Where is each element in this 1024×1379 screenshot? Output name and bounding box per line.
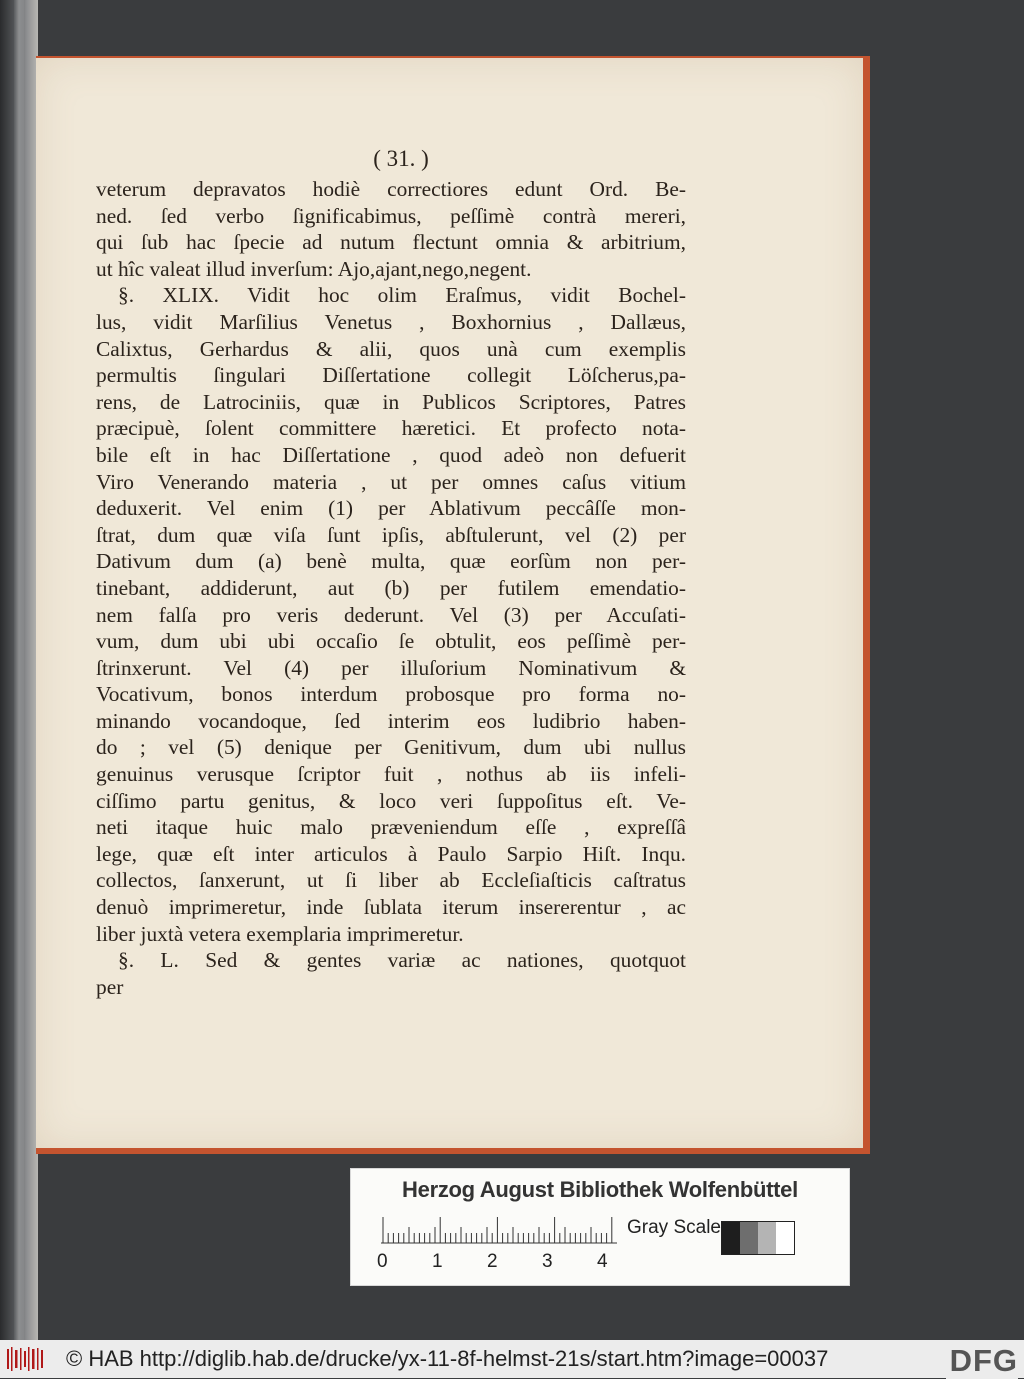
text-line: Dativum dum (a) benè multa, quæ eorſùm non per- xyxy=(96,549,686,574)
barcode-icon xyxy=(6,1346,46,1372)
ruler-label: 2 xyxy=(487,1251,498,1272)
text-line: bile eſt in hac Diſſertatione , quod adeò non defuerit xyxy=(96,442,686,467)
ruler xyxy=(381,1215,617,1245)
dfg-logo: DFG xyxy=(946,1343,1018,1379)
gray-swatch xyxy=(722,1222,740,1254)
page-text xyxy=(96,146,686,1000)
text-line: do ; vel (5) denique per Genitivum, dum ubi nullus xyxy=(96,735,686,760)
ruler-label: 3 xyxy=(542,1251,553,1272)
text-line: vum, dum ubi ubi occaſio ſe obtulit, eos peſſimè per- xyxy=(96,629,686,654)
text-line: denuò imprimeretur, inde ſublata iterum insererentur , ac xyxy=(96,895,686,920)
book-spine-edge xyxy=(0,0,38,1340)
text-line: ned. ſed verbo ſignificabimus, peſſimè contrà mereri, xyxy=(96,203,686,228)
text-line: ut hîc valeat illud inverſum: Ajo,ajant,nego,negent. xyxy=(96,256,532,281)
ruler-label: 1 xyxy=(432,1251,443,1272)
text-line: præcipuè, ſolent committere hæretici. Et profecto nota- xyxy=(96,416,686,441)
text-line: rens, de Latrociniis, quæ in Publicos Scriptores, Patres xyxy=(96,389,686,414)
text-line: ciſſimo partu genitus, & loco veri ſuppoſitus eſt. Ve- xyxy=(96,788,686,813)
source-url[interactable]: © HAB http://diglib.hab.de/drucke/yx-11-8f-helmst-21s/start.htm?image=00037 xyxy=(66,1346,829,1371)
text-line: neti itaque huic malo præveniendum eſſe , expreſſâ xyxy=(96,815,686,840)
text-line: lus, vidit Marſilius Venetus , Boxhornius , Dallæus, xyxy=(96,309,686,334)
gray-swatch xyxy=(776,1222,794,1254)
text-line: lege, quæ eſt inter articulos à Paulo Sarpio Hiſt. Inqu. xyxy=(96,841,686,866)
text-line: genuinus verusque ſcriptor fuit , nothus ab iis infeli- xyxy=(96,762,686,787)
text-line: §. L. Sed & gentes variæ ac nationes, quotquot xyxy=(118,948,686,973)
catchword: per xyxy=(96,974,124,999)
text-line: Vocativum, bonos interdum probosque pro forma no- xyxy=(96,682,686,707)
ruler-label: 4 xyxy=(597,1251,608,1272)
gray-swatch xyxy=(758,1222,776,1254)
ruler-label: 0 xyxy=(377,1251,388,1272)
text-line: liber juxtà vetera exemplaria imprimeretur. xyxy=(96,921,464,946)
gray-swatch xyxy=(740,1222,758,1254)
footer-banner xyxy=(0,1340,1024,1378)
gray-scale-swatches xyxy=(721,1221,795,1255)
text-line: minando vocandoque, ſed interim eos ludibrio haben- xyxy=(96,708,686,733)
text-line: Calixtus, Gerhardus & alii, quos unà cum exemplis xyxy=(96,336,686,361)
text-line: deduxerit. Vel enim (1) per Ablativum peccâſſe mon- xyxy=(96,496,686,521)
library-name: Herzog August Bibliothek Wolfenbüttel xyxy=(402,1177,798,1202)
text-line: ſtrat, dum quæ viſa ſunt ipſis, abſtulerunt, vel (2) per xyxy=(96,522,686,547)
text-line: Viro Venerando materia , ut per omnes caſus vitium xyxy=(96,469,686,494)
running-head: ( 31. ) xyxy=(373,146,429,171)
text-line: §. XLIX. Vidit hoc olim Eraſmus, vidit Bochel- xyxy=(118,283,686,308)
color-target-card xyxy=(350,1168,850,1286)
text-line: collectos, ſanxerunt, ut ſi liber ab Eccleſiaſticis caſtratus xyxy=(96,868,686,893)
gray-scale-label: Gray Scale xyxy=(627,1217,721,1238)
text-line: veterum depravatos hodiè correctiores edunt Ord. Be- xyxy=(96,177,686,201)
text-line: ſtrinxerunt. Vel (4) per illuſorium Nominativum & xyxy=(96,655,686,680)
text-line: qui ſub hac ſpecie ad nutum flectunt omnia & arbitrium, xyxy=(96,230,686,255)
text-line: nem falſa pro veris dederunt. Vel (3) per Accuſati- xyxy=(96,602,686,627)
text-line: tinebant, addiderunt, aut (b) per futilem emendatio- xyxy=(96,575,686,600)
text-line: permultis ſingulari Diſſertatione collegit Löſcherus,pa- xyxy=(96,363,686,388)
